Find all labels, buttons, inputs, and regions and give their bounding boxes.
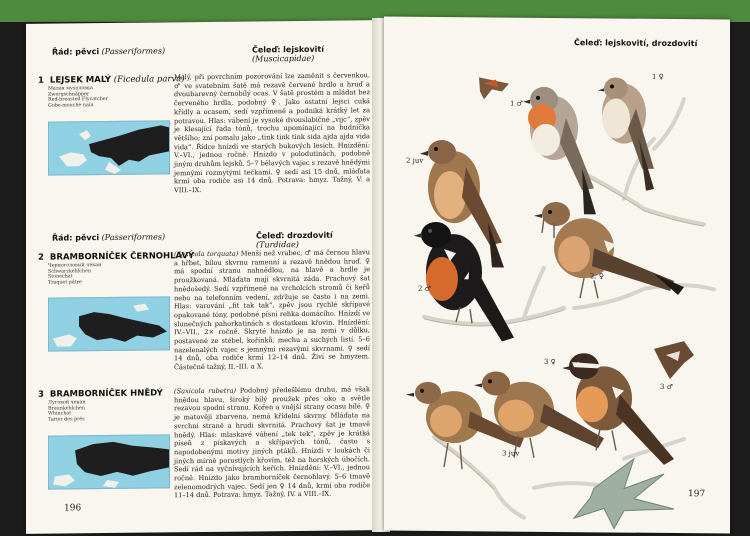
entry-3-translations: Луговой чекан Braunkehlchen Whinchat Tarier des prés [48, 400, 86, 423]
left-page [26, 20, 378, 534]
label-3-juvenile: 3 juv [502, 449, 520, 458]
distribution-map-2 [48, 296, 170, 351]
bird-1-female [598, 77, 654, 190]
label-3-female: 3 ♀ [544, 357, 556, 366]
right-page [384, 16, 730, 533]
bird-flying-1 [479, 77, 509, 99]
label-2-female: 2. ♀ [590, 272, 605, 281]
label-1-female: 1 ♀ [652, 72, 664, 81]
label-1-male: 1 ♂ [510, 99, 523, 108]
entry-3-text: (Saxicola rubetra) Podobný předešlému druhu, má však hnědou hlavu, široký bílý proužek přes oko a světle rezavou spodní stranu. Kořen a vnější strany ocasu bílé. ♀ je matověji zbarvena, nemá křídelní skvrny. Mláďata na svrchní straně a hrudi skvrnitá. Prachový šat je tmavě hnědý. Hlas: mlaskavé vábení „tek tek“, zpěv je krátká píseň z pískavých a skřípavých tónů, často s napodobenými motivy jiných ptáků. Hnízdí v loukách či jiných mírně porostlých křovím, též na horských úbočích. Sedí rád na vyčnívajících keřích. Hnízdění: V.–VI., jednou ročně. Hnízdo jako bramborníček černohlavý. 5–6 tmavě zelenomodrých vajec. Sedí jen ♀ 14 dnů, krmí oba rodiče 11–14 dnů. Potrava: hmyz. Tažný, IV. a VIII.–IX. [174, 385, 370, 500]
label-3-male: 3 ♂ [660, 382, 673, 392]
left-header-family: Čeleď: lejskovití (Muscicapidae) [252, 44, 324, 64]
bird-3-male [562, 353, 674, 465]
entry-1-translations: Малая мухоловка Zwergschnäpper Red-breasted Flycatcher Gobe-mouche nain [48, 86, 108, 109]
entry-3-title: 3 BRAMBORNÍČEK HNĚDÝ [38, 388, 163, 400]
bird-1-male [523, 87, 596, 215]
entry-2-title: 2 BRAMBORNÍČEK ČERNOHLAVÝ [38, 251, 195, 263]
section2-header-family: Čeleď: drozdovití (Turdidae) [256, 230, 333, 250]
entry-2-translations: Черноголовый чекан Schwarzkehlchen Stonechat Traquet pâtre [48, 263, 102, 286]
distribution-map-3 [48, 434, 170, 489]
page-number-left: 196 [64, 503, 82, 514]
entry-1-title: 1 LEJSEK MALÝ (Ficedula parva) [38, 74, 185, 86]
entry-1-text: Malý, při povrchním pozorování lze zaměnit s červenkou. ♂ ve svatebním šatě má rezavě červené hrdlo a hruď a dvoubarevný černobílý ocas. V šatě prostém a mládat bez červeného hrdla, podobný ♀. Jako ostatní lejsci cuká křídly a ocasem, sedí vzpřímeně a podniká krátký let za potravou. Hlas: vábení je vysoké dvouslabičné „vijc“, zpěv je klesající řada tónů, trochu upomínající na budníčka většího; zní pomalu jako „tink tink tink sida ajda ajda vida vida“. Řídce hnízdí ve starých bukových lesích. Hnízdění: V.–VI., jednou ročně. Hnízdo v polodutinách, podobně jiným druhům lejsků. 5–7 bělavých vajec s rezavě hnědými jemnými rozmytými tečkami. ♀ sedí asi 15 dnů, mláďata krmí oba rodiče asi 14 dnů. Potrava: hmyz. Tažný, V. a VIII.–IX. [174, 71, 370, 195]
bird-illustration-plate [384, 16, 730, 533]
label-2-male: 2 ♂ [418, 284, 431, 293]
thistle-plant [574, 458, 674, 529]
right-header: Čeleď: lejskovití, drozdovití [574, 38, 698, 49]
entry-2-text: (Saxicola torquata) Menší než vrabec, ♂ má černou hlavu a hřbet, bílou skvrnu ramenní a rezavě hnědou hruď. ♀ má spodní stranu nahnědlou, na hlavě a hrdle je proužkovaná. Mláďata mají skvrnitá záda. Prachový šat hnědošedý. Sedí vzpřímeně na vrcholcích stromů či keřů nebo na telefonním vedení, zdržuje se často i na zemi. Hlas: varování „fit tak tak“, zpěv jsou rychlé skřípavé opakované tóny, podobné písni rehka domácího. Hnízdí ve slunečných pahorkatinách s dostatkem křovin. Hnízdění: IV.–VII., 2× ročně. Skryté hnízdo je na zemi v důlku, postavené ze stébel, kořínků, mechu a suchých listí. 5–6 nazelenalých vajec s jemnými rezavými skvrnami. ♀ sedí 14 dnů, oba rodiče krmí 12–14 dnů. Živí se hmyzem. Částečně tažný, II.–III. a X. [174, 248, 370, 372]
page-number-right: 197 [688, 489, 706, 500]
label-2-juvenile: 2 juv [406, 156, 424, 165]
section2-header-order: Řád: pěvci (Passeriformes) [52, 232, 166, 243]
left-header-order: Řád: pěvci (Passeriformes) [52, 46, 166, 57]
distribution-map-1 [48, 120, 170, 175]
bird-flying-2 [654, 341, 694, 379]
